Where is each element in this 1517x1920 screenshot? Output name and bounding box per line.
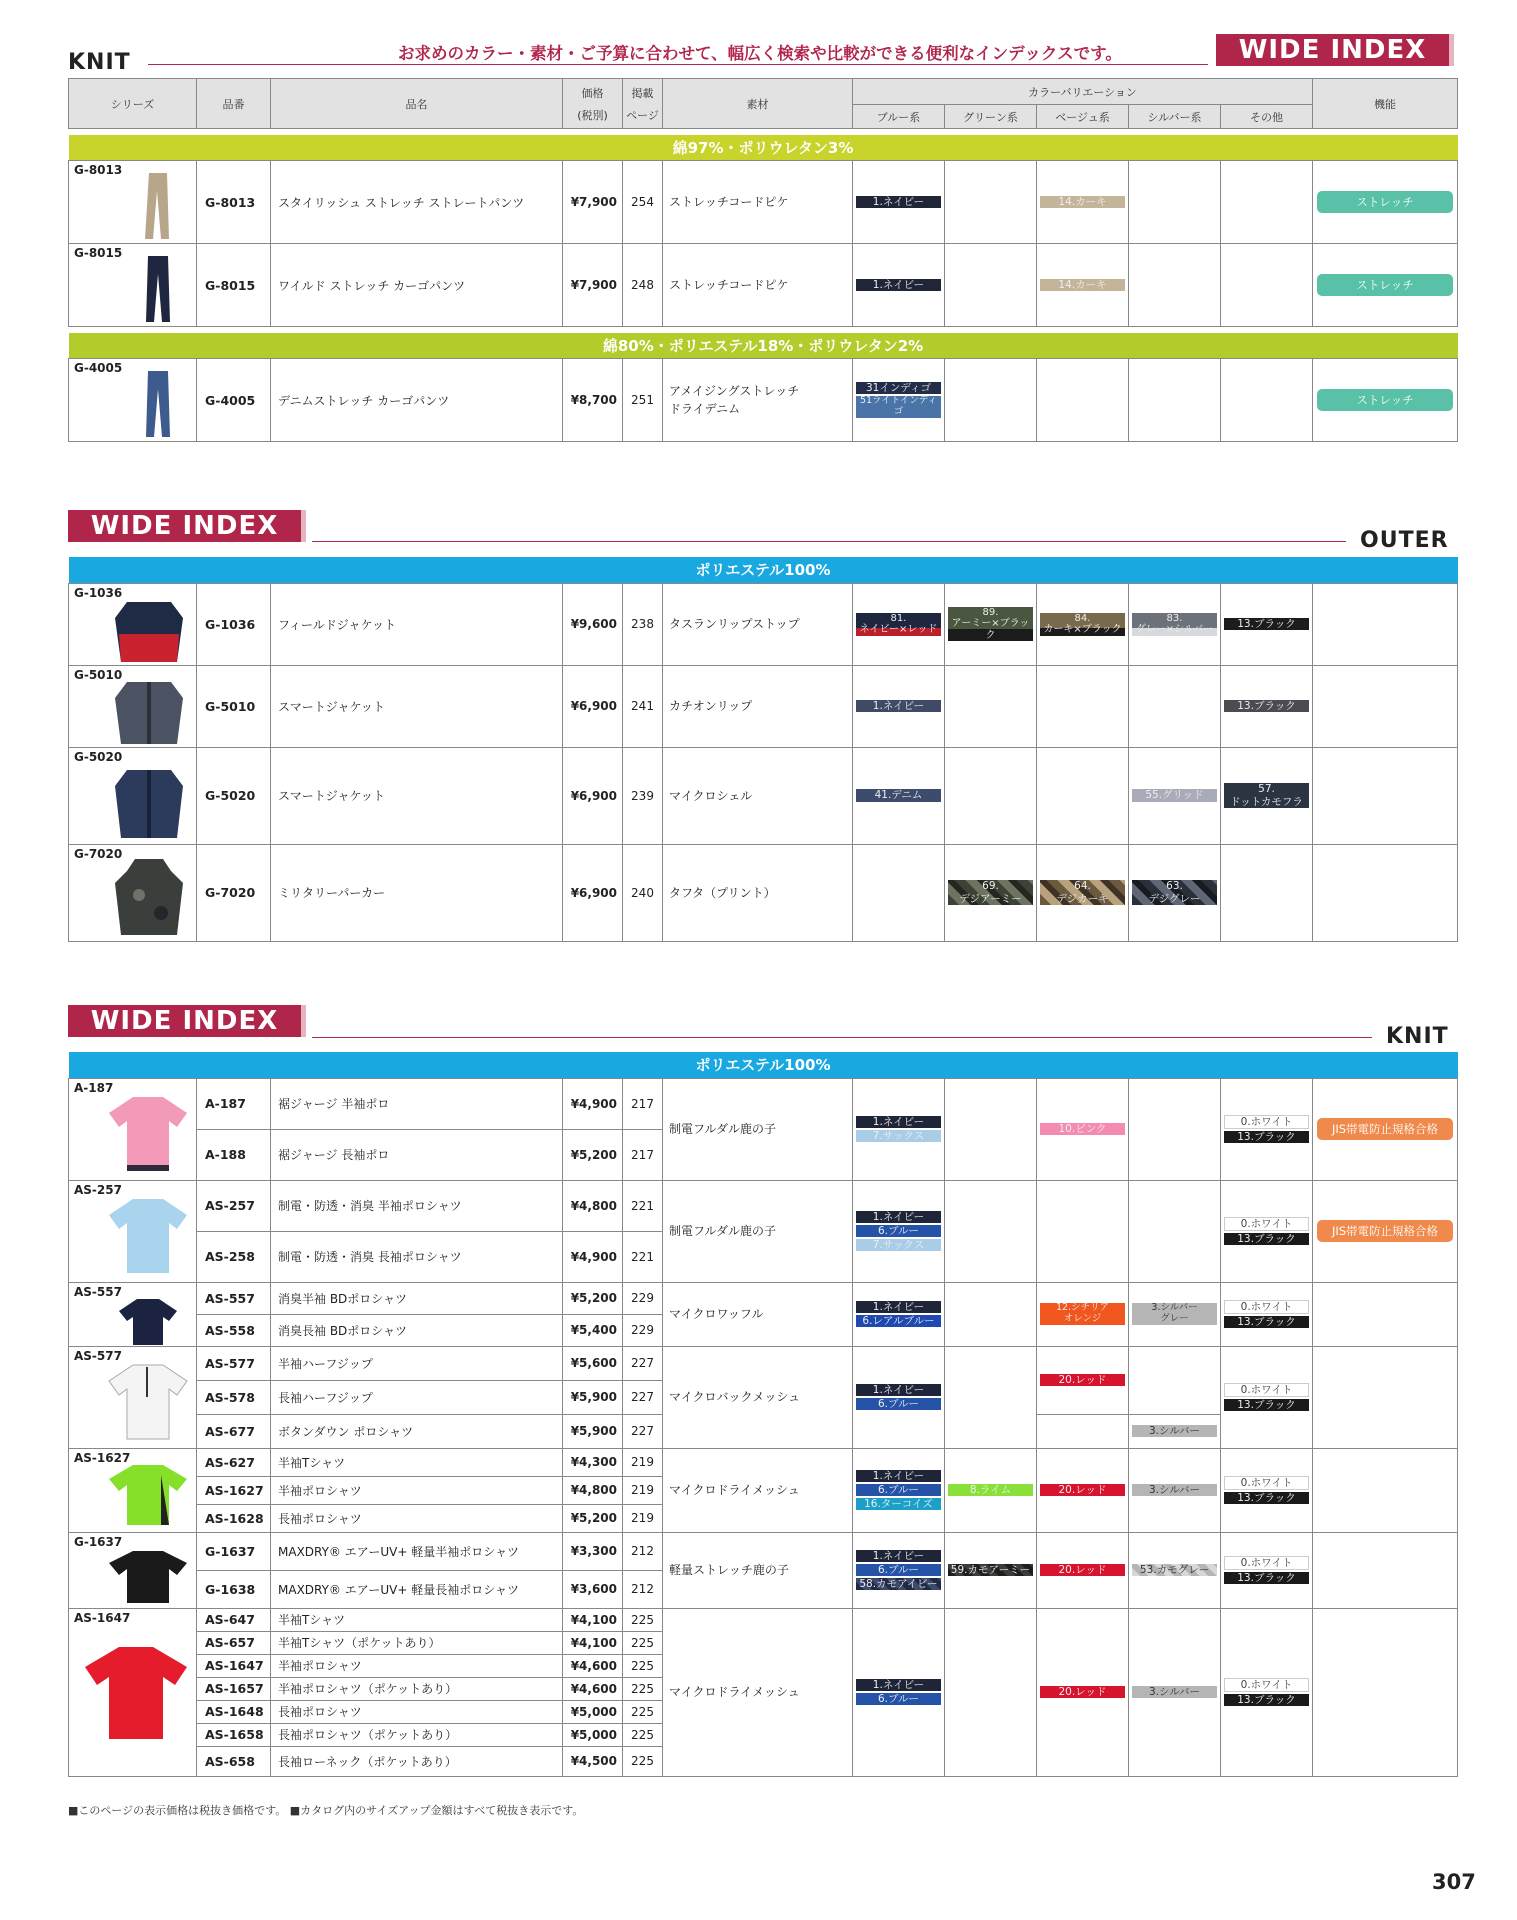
- product-code: A-188: [197, 1129, 271, 1180]
- product-name: 半袖ポロシャツ: [271, 1654, 563, 1677]
- color-swatch: 84. カーキ×ブラック: [1040, 613, 1125, 636]
- function-badge: JIS帯電防止規格合格: [1317, 1220, 1453, 1242]
- color-swatch: 20.レッド: [1040, 1686, 1125, 1698]
- price: ¥9,600: [563, 583, 623, 665]
- color-swatch: 6.ブルー: [856, 1398, 941, 1410]
- material-band: ポリエステル100%: [69, 1052, 1458, 1078]
- price: ¥6,900: [563, 665, 623, 747]
- divider: [312, 1037, 1372, 1038]
- product-name: 半袖ポロシャツ（ポケットあり）: [271, 1677, 563, 1700]
- color-swatch: 0.ホワイト: [1224, 1678, 1309, 1692]
- color-swatch: 31インディゴ: [856, 382, 941, 394]
- price: ¥7,900: [563, 161, 623, 244]
- color-swatch: 13.ブラック: [1224, 1572, 1309, 1584]
- price: ¥3,300: [563, 1532, 623, 1570]
- price: ¥5,200: [563, 1504, 623, 1532]
- material: マイクロドライメッシュ: [663, 1608, 853, 1776]
- product-code: G-4005: [197, 359, 271, 442]
- header-blue: ブルー系: [853, 105, 945, 129]
- page-ref: 229: [623, 1314, 663, 1346]
- page-ref: 217: [623, 1129, 663, 1180]
- page-ref: 227: [623, 1414, 663, 1448]
- wide-index-badge: WIDE INDEX: [68, 1005, 306, 1037]
- material: マイクロシェル: [663, 747, 853, 844]
- polo-image: [105, 1461, 191, 1529]
- page-ref: 221: [623, 1180, 663, 1231]
- header-code: 品番: [197, 79, 271, 129]
- header-name: 品名: [271, 79, 563, 129]
- product-code: AS-647: [197, 1608, 271, 1631]
- series-cell: G-1637: [69, 1532, 197, 1608]
- color-swatch: 6.ブルー: [856, 1484, 941, 1496]
- header-green: グリーン系: [945, 105, 1037, 129]
- table-row: [69, 1282, 1458, 1314]
- page-ref: 225: [623, 1654, 663, 1677]
- color-swatch: 1.ネイビー: [856, 1211, 941, 1223]
- price: ¥4,600: [563, 1654, 623, 1677]
- material: 制電フルダル鹿の子: [663, 1078, 853, 1180]
- material: 制電フルダル鹿の子: [663, 1180, 853, 1282]
- color-swatch: 14.カーキ: [1040, 196, 1125, 208]
- color-swatch: 63. デジグレー: [1132, 880, 1217, 904]
- color-swatch: 1.ネイビー: [856, 196, 941, 208]
- color-swatch: 0.ホワイト: [1224, 1383, 1309, 1397]
- product-name: 半袖ポロシャツ: [271, 1476, 563, 1504]
- product-code: AS-578: [197, 1380, 271, 1414]
- product-name: 長袖ハーフジップ: [271, 1380, 563, 1414]
- series-cell: G-8015: [69, 244, 197, 327]
- table-row: [69, 1346, 1458, 1380]
- knit-pants-table: [68, 78, 1458, 442]
- product-name: 長袖ポロシャツ（ポケットあり）: [271, 1723, 563, 1746]
- color-swatch: 1.ネイビー: [856, 1116, 941, 1128]
- material: ストレッチコードピケ: [663, 161, 853, 244]
- product-code: G-1036: [197, 583, 271, 665]
- table-row: [69, 665, 1458, 747]
- page-ref: 240: [623, 844, 663, 941]
- polo-image: [81, 1639, 191, 1749]
- material-band: 綿80%・ポリエステル18%・ポリウレタン2%: [69, 333, 1458, 359]
- color-swatch: 89. アーミー×ブラック: [948, 607, 1033, 642]
- series-cell: AS-257: [69, 1180, 197, 1282]
- polo-image: [115, 1295, 181, 1347]
- product-name: 長袖ポロシャツ: [271, 1504, 563, 1532]
- color-swatch: 1.ネイビー: [856, 1470, 941, 1482]
- color-swatch: 20.レッド: [1040, 1374, 1125, 1386]
- color-swatch: 13.ブラック: [1224, 1233, 1309, 1245]
- color-swatch: 69. デジアーミー: [948, 880, 1033, 904]
- material-band: ポリエステル100%: [69, 557, 1458, 583]
- page-ref: 227: [623, 1380, 663, 1414]
- product-name: 長袖ローネック（ポケットあり）: [271, 1746, 563, 1776]
- page-number: 307: [1432, 1870, 1476, 1894]
- pants-image: [139, 171, 179, 241]
- price: ¥4,900: [563, 1078, 623, 1129]
- header-material: 素材: [663, 79, 853, 129]
- product-name: 半袖ハーフジップ: [271, 1346, 563, 1380]
- product-name: 半袖Tシャツ: [271, 1448, 563, 1476]
- header-function: 機能: [1313, 79, 1458, 129]
- price: ¥5,400: [563, 1314, 623, 1346]
- material: タスランリップストップ: [663, 583, 853, 665]
- product-name: 制電・防透・消臭 半袖ポロシャツ: [271, 1180, 563, 1231]
- color-swatch: 13.ブラック: [1224, 1399, 1309, 1411]
- product-name: デニムストレッチ カーゴパンツ: [271, 359, 563, 442]
- product-name: MAXDRY® エアーUV+ 軽量長袖ポロシャツ: [271, 1570, 563, 1608]
- color-swatch: 20.レッド: [1040, 1484, 1125, 1496]
- table-row: [69, 1532, 1458, 1570]
- price: ¥5,200: [563, 1282, 623, 1314]
- price: ¥4,800: [563, 1476, 623, 1504]
- function-badge: ストレッチ: [1317, 274, 1453, 296]
- series-cell: AS-1647: [69, 1608, 197, 1776]
- divider: [312, 541, 1346, 542]
- page-ref: 241: [623, 665, 663, 747]
- series-cell: G-5020: [69, 747, 197, 844]
- price: ¥4,600: [563, 1677, 623, 1700]
- page-ref: 225: [623, 1700, 663, 1723]
- product-code: G-1637: [197, 1532, 271, 1570]
- color-swatch: 6.ブルー: [856, 1225, 941, 1237]
- product-code: AS-258: [197, 1231, 271, 1282]
- series-cell: AS-557: [69, 1282, 197, 1346]
- page-ref: 248: [623, 244, 663, 327]
- color-swatch: 14.カーキ: [1040, 279, 1125, 291]
- page-ref: 229: [623, 1282, 663, 1314]
- page-ref: 225: [623, 1677, 663, 1700]
- color-swatch: 7.サックス: [856, 1239, 941, 1251]
- series-cell: G-1036: [69, 583, 197, 665]
- page-ref: 225: [623, 1746, 663, 1776]
- section-title-outer: OUTER: [1360, 528, 1449, 553]
- product-code: AS-1648: [197, 1700, 271, 1723]
- product-code: G-5020: [197, 747, 271, 844]
- jacket-image: [109, 594, 189, 664]
- header-beige: ベージュ系: [1037, 105, 1129, 129]
- color-swatch: 8.ライム: [948, 1484, 1033, 1496]
- product-name: 裾ジャージ 長袖ポロ: [271, 1129, 563, 1180]
- table-row: [69, 359, 1458, 442]
- color-swatch: 16.ターコイズ: [856, 1498, 941, 1510]
- product-name: 裾ジャージ 半袖ポロ: [271, 1078, 563, 1129]
- material: マイクロバックメッシュ: [663, 1346, 853, 1448]
- color-swatch: 13.ブラック: [1224, 1694, 1309, 1706]
- page-ref: 238: [623, 583, 663, 665]
- table-row: [69, 1448, 1458, 1476]
- header-page: 掲載 ページ: [623, 79, 663, 129]
- color-swatch: 6.ブルー: [856, 1564, 941, 1576]
- color-swatch: 10.ピンク: [1040, 1123, 1125, 1135]
- knit-polo-table: [68, 1052, 1458, 1777]
- product-name: MAXDRY® エアーUV+ 軽量半袖ポロシャツ: [271, 1532, 563, 1570]
- material: マイクロワッフル: [663, 1282, 853, 1346]
- jacket-image: [109, 762, 189, 842]
- material: カチオンリップ: [663, 665, 853, 747]
- color-swatch: 13.ブラック: [1224, 1492, 1309, 1504]
- outer-table: [68, 557, 1458, 942]
- product-code: G-8013: [197, 161, 271, 244]
- polo-image: [105, 1091, 191, 1177]
- product-code: AS-577: [197, 1346, 271, 1380]
- divider: [148, 64, 1208, 65]
- page-ref: 225: [623, 1608, 663, 1631]
- page-ref: 251: [623, 359, 663, 442]
- tagline: お求めのカラー・素材・ご予算に合わせて、幅広く検索や比較ができる便利なインデックスです。: [398, 44, 1122, 63]
- price: ¥4,500: [563, 1746, 623, 1776]
- material: タフタ（プリント）: [663, 844, 853, 941]
- color-swatch: 13.ブラック: [1224, 618, 1309, 630]
- color-swatch: 1.ネイビー: [856, 279, 941, 291]
- page-ref: 254: [623, 161, 663, 244]
- product-code: AS-658: [197, 1746, 271, 1776]
- product-code: A-187: [197, 1078, 271, 1129]
- color-swatch: 7.サックス: [856, 1130, 941, 1142]
- color-swatch: 83. グレー×シルバー: [1132, 613, 1217, 636]
- series-cell: G-5010: [69, 665, 197, 747]
- series-cell: AS-577: [69, 1346, 197, 1448]
- table-row: [69, 844, 1458, 941]
- color-swatch: 51ライトインディゴ: [856, 396, 941, 418]
- table-row: [69, 1608, 1458, 1631]
- product-code: G-1638: [197, 1570, 271, 1608]
- product-code: AS-657: [197, 1631, 271, 1654]
- product-name: ミリタリーパーカー: [271, 844, 563, 941]
- product-name: 消臭半袖 BDポロシャツ: [271, 1282, 563, 1314]
- page-ref: 221: [623, 1231, 663, 1282]
- color-swatch: 57. ドットカモフラ: [1224, 783, 1309, 807]
- product-code: AS-677: [197, 1414, 271, 1448]
- color-swatch: 58.カモアイビー: [856, 1578, 941, 1590]
- polo-image: [105, 1359, 191, 1445]
- product-name: 長袖ポロシャツ: [271, 1700, 563, 1723]
- material: アメイジングストレッチ ドライデニム: [663, 359, 853, 442]
- color-swatch: 0.ホワイト: [1224, 1115, 1309, 1129]
- product-name: 半袖Tシャツ（ポケットあり）: [271, 1631, 563, 1654]
- product-code: G-7020: [197, 844, 271, 941]
- color-swatch: 20.レッド: [1040, 1564, 1125, 1576]
- table-row: [69, 244, 1458, 327]
- color-swatch: 3.シルバー グレー: [1132, 1303, 1217, 1325]
- color-swatch: 55.グリッド: [1132, 789, 1217, 801]
- polo-image: [105, 1547, 191, 1607]
- color-swatch: 12.シチリア オレンジ: [1040, 1303, 1125, 1325]
- color-swatch: 1.ネイビー: [856, 1384, 941, 1396]
- section-title-knit: KNIT: [68, 50, 131, 75]
- footnote: ■このページの表示価格は税抜き価格です。 ■カタログ内のサイズアップ金額はすべて税抜き表示です。: [68, 1804, 584, 1817]
- price: ¥5,900: [563, 1380, 623, 1414]
- series-cell: A-187: [69, 1078, 197, 1180]
- product-name: スマートジャケット: [271, 665, 563, 747]
- price: ¥4,100: [563, 1631, 623, 1654]
- price: ¥8,700: [563, 359, 623, 442]
- material-band: 綿97%・ポリウレタン3%: [69, 135, 1458, 161]
- color-swatch: 1.ネイビー: [856, 1679, 941, 1691]
- table-row: [69, 583, 1458, 665]
- product-code: G-8015: [197, 244, 271, 327]
- header-series: シリーズ: [69, 79, 197, 129]
- page-ref: 239: [623, 747, 663, 844]
- color-swatch: 13.ブラック: [1224, 1316, 1309, 1328]
- color-swatch: 3.シルバー: [1132, 1484, 1217, 1496]
- price: ¥4,900: [563, 1231, 623, 1282]
- series-cell: AS-1627: [69, 1448, 197, 1532]
- product-code: AS-257: [197, 1180, 271, 1231]
- price: ¥5,600: [563, 1346, 623, 1380]
- polo-image: [105, 1193, 191, 1279]
- price: ¥5,000: [563, 1700, 623, 1723]
- product-name: フィールドジャケット: [271, 583, 563, 665]
- price: ¥6,900: [563, 747, 623, 844]
- product-code: AS-557: [197, 1282, 271, 1314]
- wide-index-badge: WIDE INDEX: [68, 510, 306, 542]
- price: ¥3,600: [563, 1570, 623, 1608]
- material: ストレッチコードピケ: [663, 244, 853, 327]
- function-badge: ストレッチ: [1317, 389, 1453, 411]
- product-code: G-5010: [197, 665, 271, 747]
- parka-image: [109, 855, 189, 939]
- function-badge: ストレッチ: [1317, 191, 1453, 213]
- price: ¥5,900: [563, 1414, 623, 1448]
- series-cell: G-4005: [69, 359, 197, 442]
- product-name: スタイリッシュ ストレッチ ストレートパンツ: [271, 161, 563, 244]
- color-swatch: 0.ホワイト: [1224, 1556, 1309, 1570]
- function-badge: JIS帯電防止規格合格: [1317, 1118, 1453, 1140]
- price: ¥6,900: [563, 844, 623, 941]
- color-swatch: 1.ネイビー: [856, 700, 941, 712]
- color-swatch: 41.デニム: [856, 789, 941, 801]
- series-cell: G-7020: [69, 844, 197, 941]
- color-swatch: 0.ホワイト: [1224, 1476, 1309, 1490]
- header-silver: シルバー系: [1129, 105, 1221, 129]
- table-row: [69, 747, 1458, 844]
- color-swatch: 64. デジカーキ: [1040, 880, 1125, 904]
- table-row: [69, 1078, 1458, 1129]
- product-name: 半袖Tシャツ: [271, 1608, 563, 1631]
- color-swatch: 1.ネイビー: [856, 1301, 941, 1313]
- product-code: AS-1658: [197, 1723, 271, 1746]
- product-name: ワイルド ストレッチ カーゴパンツ: [271, 244, 563, 327]
- jeans-image: [139, 369, 179, 439]
- product-code: AS-558: [197, 1314, 271, 1346]
- price: ¥5,000: [563, 1723, 623, 1746]
- price: ¥5,200: [563, 1129, 623, 1180]
- page-ref: 227: [623, 1346, 663, 1380]
- wide-index-badge: WIDE INDEX: [1216, 34, 1454, 66]
- pants-image: [139, 254, 179, 324]
- price: ¥4,100: [563, 1608, 623, 1631]
- product-code: AS-1628: [197, 1504, 271, 1532]
- color-swatch: 6.ブルー: [856, 1693, 941, 1705]
- series-cell: G-8013: [69, 161, 197, 244]
- color-swatch: 3.シルバー: [1132, 1425, 1217, 1437]
- color-swatch: 13.ブラック: [1224, 700, 1309, 712]
- price: ¥4,300: [563, 1448, 623, 1476]
- product-code: AS-1657: [197, 1677, 271, 1700]
- product-code: AS-1627: [197, 1476, 271, 1504]
- page-ref: 219: [623, 1476, 663, 1504]
- color-swatch: 13.ブラック: [1224, 1131, 1309, 1143]
- header-price: 価格 (税別): [563, 79, 623, 129]
- color-swatch: 0.ホワイト: [1224, 1300, 1309, 1314]
- page-ref: 225: [623, 1631, 663, 1654]
- color-swatch: 0.ホワイト: [1224, 1217, 1309, 1231]
- color-swatch: 81. ネイビー×レッド: [856, 613, 941, 636]
- page-ref: 212: [623, 1570, 663, 1608]
- section-title-knit: KNIT: [1386, 1024, 1449, 1049]
- material: マイクロドライメッシュ: [663, 1448, 853, 1532]
- price: ¥4,800: [563, 1180, 623, 1231]
- color-swatch: 6.レアルブルー: [856, 1315, 941, 1327]
- page-ref: 225: [623, 1723, 663, 1746]
- product-name: スマートジャケット: [271, 747, 563, 844]
- product-code: AS-1647: [197, 1654, 271, 1677]
- page-ref: 212: [623, 1532, 663, 1570]
- material: 軽量ストレッチ鹿の子: [663, 1532, 853, 1608]
- product-name: 消臭長袖 BDポロシャツ: [271, 1314, 563, 1346]
- header-color-variation: カラーバリエーション: [853, 79, 1313, 105]
- page-ref: 219: [623, 1504, 663, 1532]
- product-name: ボタンダウン ポロシャツ: [271, 1414, 563, 1448]
- header-other: その他: [1221, 105, 1313, 129]
- table-row: [69, 161, 1458, 244]
- jacket-image: [109, 676, 189, 746]
- product-name: 制電・防透・消臭 長袖ポロシャツ: [271, 1231, 563, 1282]
- color-swatch: 3.シルバー: [1132, 1686, 1217, 1698]
- product-code: AS-627: [197, 1448, 271, 1476]
- color-swatch: 1.ネイビー: [856, 1550, 941, 1562]
- color-swatch: 59.カモアーミー: [948, 1564, 1033, 1576]
- price: ¥7,900: [563, 244, 623, 327]
- color-swatch: 53.カモグレー: [1132, 1564, 1217, 1576]
- page-ref: 219: [623, 1448, 663, 1476]
- page-ref: 217: [623, 1078, 663, 1129]
- table-row: [69, 1180, 1458, 1231]
